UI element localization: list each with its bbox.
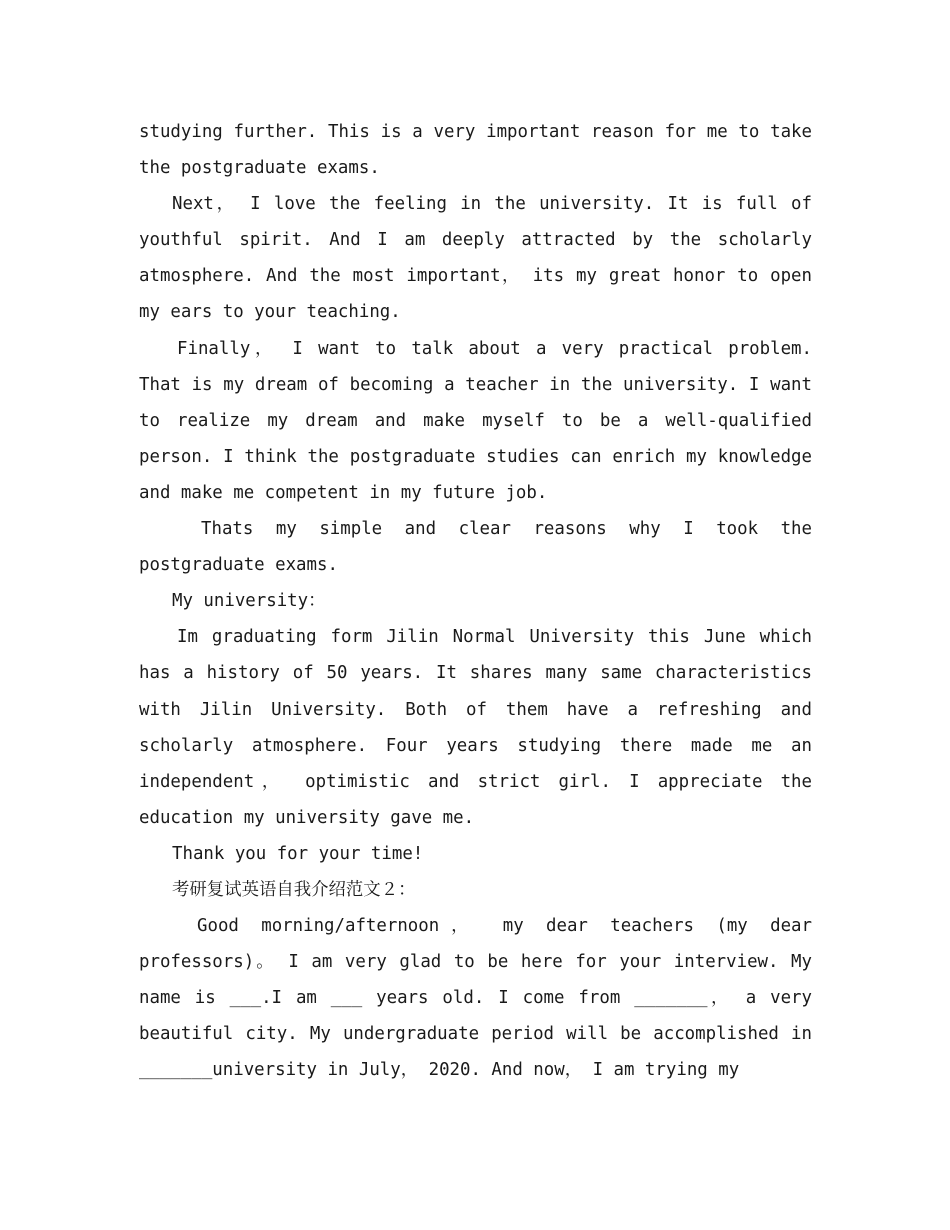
section-heading-sample-2: 考研复试英语自我介绍范文２： xyxy=(172,879,416,900)
paragraph-next: Next， I love the feeling in the university. It is full of youthful spirit. And I am deeply attracted by the scholarly atmosphere. And the most important， its my great honor to open my ears to your teaching. xyxy=(139,194,812,323)
paragraph-good-morning: Good morning/afternoon， my dear teachers (my dear professors)。 I am very glad to be here for your interview. My name is ___.I am ___ years old. I come from _______， a very beautiful city. My undergraduate period will be accomplished in _______university in July， 2020. And now， I am trying my xyxy=(139,916,812,1081)
paragraph-studying-further: studying further. This is a very important reason for me to take the postgraduate exams. xyxy=(139,122,812,179)
paragraph-thats-my-reasons: Thats my simple and clear reasons why I took the postgraduate exams. xyxy=(139,519,812,576)
heading-my-university: My university： xyxy=(172,591,326,612)
paragraph-finally: Finally， I want to talk about a very practical problem. That is my dream of becoming a teacher in the university. I want to realize my dream and make myself to be a well-qualified person. I think the postgraduate studies can enrich my knowledge and make me competent in my future job. xyxy=(139,338,812,503)
paragraph-my-university: Im graduating form Jilin Normal University this June which has a history of 50 years. It shares many same characteristics with Jilin University. Both of them have a refreshing and scholarly atmosphere. Four years studying there made me an independent， optimistic and strict girl. I appreciate the education my university gave me. xyxy=(139,627,812,828)
paragraph-thank-you: Thank you for your time! xyxy=(172,843,424,864)
document-body xyxy=(139,114,812,1089)
